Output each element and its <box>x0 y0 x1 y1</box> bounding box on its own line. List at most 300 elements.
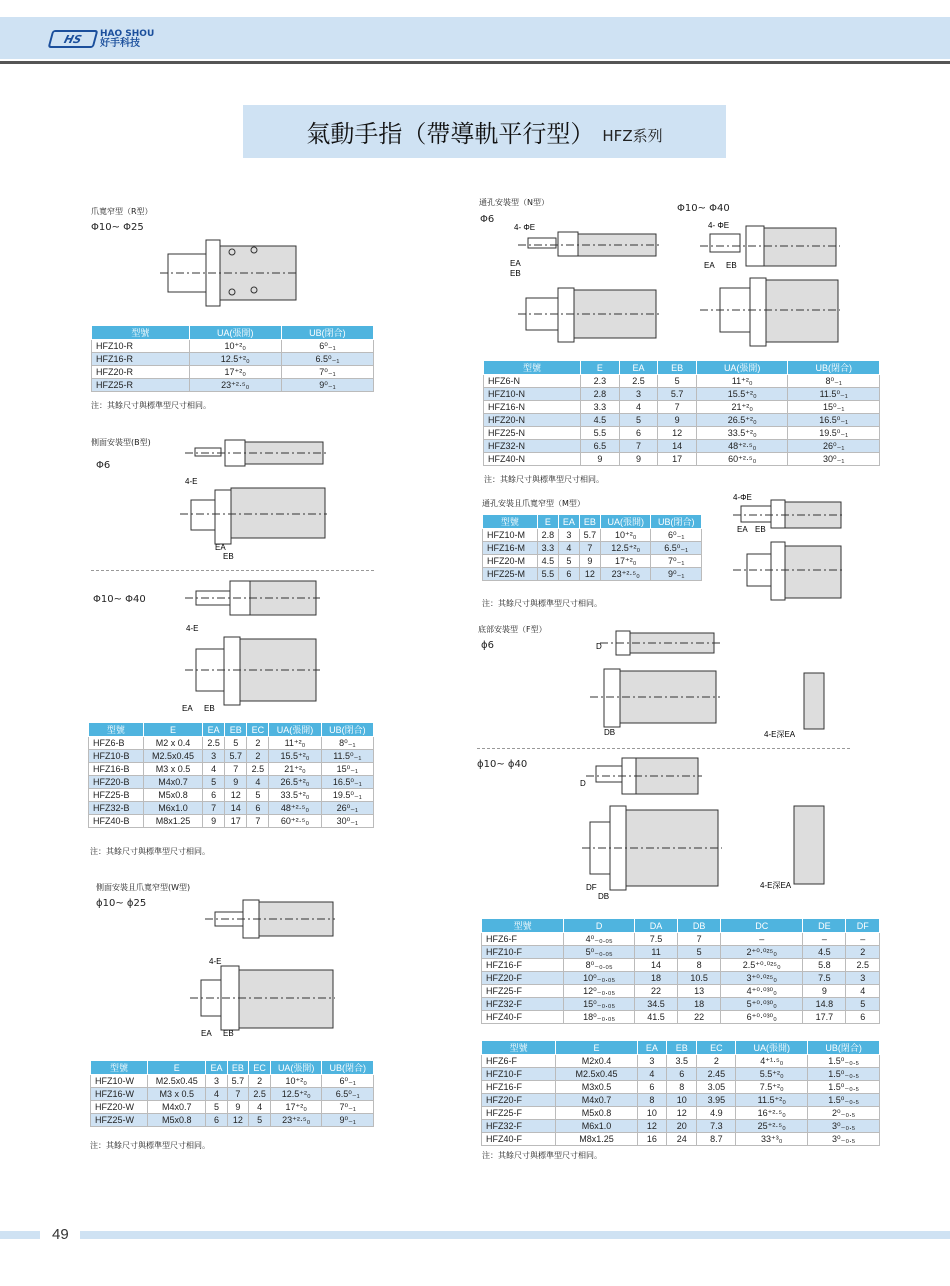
f-size-2: ϕ10~ ϕ40 <box>477 759 528 770</box>
value-cell: 3.05 <box>697 1081 736 1094</box>
value-cell: 2.8 <box>581 388 620 401</box>
value-cell: 16.5⁰₋₁ <box>321 776 373 789</box>
m-note: 注：其餘尺寸與標準型尺寸相同。 <box>482 599 602 608</box>
value-cell: 7 <box>678 933 721 946</box>
value-cell: 5 <box>249 1114 271 1127</box>
table-row <box>482 972 880 985</box>
value-cell: M5x0.8 <box>556 1107 637 1120</box>
model-cell: HFZ20-F <box>482 1094 556 1107</box>
col-ub: UB(閉合) <box>322 1061 374 1075</box>
col-model: 型號 <box>484 361 581 375</box>
model-cell: HFZ25-M <box>483 568 538 581</box>
value-cell: 26.5⁺²₀ <box>269 776 321 789</box>
model-cell: HFZ32-F <box>482 1120 556 1133</box>
value-cell: 7⁰₋₁ <box>281 366 373 379</box>
model-cell: HFZ32-N <box>484 440 581 453</box>
value-cell: 2 <box>249 1075 271 1088</box>
model-cell: HFZ25-W <box>91 1114 148 1127</box>
value-cell: 34.5 <box>634 998 677 1011</box>
model-cell: HFZ32-B <box>89 802 144 815</box>
col-model: 型號 <box>482 1041 556 1055</box>
model-cell: HFZ20-M <box>483 555 538 568</box>
value-cell: 5.7 <box>658 388 697 401</box>
svg-text:DF: DF <box>586 883 597 892</box>
col-model: 型號 <box>482 919 564 933</box>
col-model: 型號 <box>89 723 144 737</box>
svg-text:4-ΦE: 4-ΦE <box>733 493 752 502</box>
col-ea: EA <box>206 1061 227 1075</box>
value-cell: 12 <box>579 568 600 581</box>
value-cell: 6.5 <box>581 440 620 453</box>
model-cell: HFZ25-R <box>92 379 190 392</box>
value-cell: 2.3 <box>581 375 620 388</box>
value-cell: 7 <box>579 542 600 555</box>
value-cell: 2.5 <box>846 959 880 972</box>
value-cell: 6⁰₋₁ <box>281 340 373 353</box>
table-row <box>89 815 374 828</box>
r-note: 注：其餘尺寸與標準型尺寸相同。 <box>91 401 211 410</box>
n-size-1: Φ6 <box>480 214 495 225</box>
value-cell: 4 <box>619 401 658 414</box>
value-cell: 10⁺²₀ <box>601 529 651 542</box>
table-row <box>482 1011 880 1024</box>
col-ec: EC <box>247 723 269 737</box>
table-row <box>482 1133 880 1146</box>
value-cell: 24 <box>667 1133 697 1146</box>
value-cell: 48⁺²·⁵₀ <box>696 440 788 453</box>
value-cell: 15⁰₋₁ <box>788 401 880 414</box>
logo-cn: 好手科技 <box>100 38 140 49</box>
col-e: E <box>143 723 202 737</box>
value-cell: 7 <box>227 1088 249 1101</box>
value-cell: 7 <box>247 815 269 828</box>
value-cell: 6 <box>206 1114 227 1127</box>
value-cell: 10 <box>637 1107 666 1120</box>
value-cell: 5.8 <box>803 959 846 972</box>
svg-text:4-E: 4-E <box>209 957 222 966</box>
table-row <box>92 353 374 366</box>
f-divider <box>477 748 850 749</box>
value-cell: 15⁰₋₀.₀₅ <box>564 998 635 1011</box>
value-cell: 5.5⁺²₀ <box>736 1068 808 1081</box>
value-cell: 5⁺⁰·⁰³⁰₀ <box>721 998 803 1011</box>
model-cell: HFZ6-F <box>482 933 564 946</box>
value-cell: 4 <box>247 776 269 789</box>
value-cell: 7 <box>619 440 658 453</box>
value-cell: 6.5⁰₋₁ <box>651 542 702 555</box>
col-e: E <box>148 1061 206 1075</box>
value-cell: 17⁺²₀ <box>189 366 281 379</box>
model-cell: HFZ25-B <box>89 789 144 802</box>
model-cell: HFZ6-N <box>484 375 581 388</box>
value-cell: 6 <box>247 802 269 815</box>
value-cell: 12 <box>225 789 247 802</box>
table-row <box>484 453 880 466</box>
f-table-1-header <box>482 919 880 933</box>
model-cell: HFZ20-F <box>482 972 564 985</box>
value-cell: 4.9 <box>697 1107 736 1120</box>
value-cell: 18 <box>634 972 677 985</box>
value-cell: 6⁰₋₁ <box>651 529 702 542</box>
value-cell: M5x0.8 <box>148 1114 206 1127</box>
value-cell: 12 <box>667 1107 697 1120</box>
value-cell: 2.5 <box>247 763 269 776</box>
model-cell: HFZ16-M <box>483 542 538 555</box>
model-cell: HFZ20-W <box>91 1101 148 1114</box>
value-cell: 33⁺³₀ <box>736 1133 808 1146</box>
table-row <box>89 802 374 815</box>
value-cell: 12.5⁺²₀ <box>270 1088 321 1101</box>
value-cell: 3 <box>206 1075 227 1088</box>
col-ua: UA(張開) <box>270 1061 321 1075</box>
value-cell: 4.5 <box>803 946 846 959</box>
value-cell: 7 <box>203 802 225 815</box>
value-cell: 9 <box>803 985 846 998</box>
table-row <box>92 340 374 353</box>
col-ub: UB(閉合) <box>321 723 373 737</box>
table-row <box>483 529 702 542</box>
value-cell: 3⁺⁰·⁰²⁵₀ <box>721 972 803 985</box>
value-cell: 17⁺²₀ <box>270 1101 321 1114</box>
col-model: 型號 <box>92 326 190 340</box>
table-row <box>89 750 374 763</box>
col-ub: UB(閉合) <box>281 326 373 340</box>
model-cell: HFZ40-B <box>89 815 144 828</box>
value-cell: 9 <box>227 1101 249 1114</box>
col-de: DE <box>803 919 846 933</box>
model-cell: HFZ16-F <box>482 1081 556 1094</box>
page-title: 氣動手指（帶導軌平行型） <box>306 120 595 148</box>
value-cell: 11 <box>634 946 677 959</box>
table-row <box>482 946 880 959</box>
value-cell: 8 <box>667 1081 697 1094</box>
table-row <box>484 427 880 440</box>
value-cell: M2.5x0.45 <box>556 1068 637 1081</box>
value-cell: 23⁺²·⁵₀ <box>270 1114 321 1127</box>
value-cell: 16.5⁰₋₁ <box>788 414 880 427</box>
col-model: 型號 <box>483 515 538 529</box>
b-size-2: Φ10~ Φ40 <box>93 594 146 605</box>
table-row <box>484 401 880 414</box>
value-cell: 2⁰₋₀.₅ <box>808 1107 880 1120</box>
model-cell: HFZ40-F <box>482 1133 556 1146</box>
value-cell: 6 <box>846 1011 880 1024</box>
value-cell: 7 <box>225 763 247 776</box>
col-e: E <box>556 1041 637 1055</box>
value-cell: 13 <box>678 985 721 998</box>
model-cell: HFZ10-F <box>482 946 564 959</box>
value-cell: 5 <box>206 1101 227 1114</box>
logo-en: HAO SHOU <box>100 29 155 39</box>
value-cell: 8⁰₋₁ <box>321 737 373 750</box>
r-heading: 爪寬窄型（R型） <box>91 207 153 216</box>
value-cell: 16 <box>637 1133 666 1146</box>
value-cell: M4x0.7 <box>556 1094 637 1107</box>
table-row <box>92 379 374 392</box>
table-row <box>89 789 374 802</box>
f40-type-drawing <box>560 750 850 905</box>
value-cell: 5 <box>203 776 225 789</box>
col-eb: EB <box>658 361 697 375</box>
value-cell: 11.5⁰₋₁ <box>788 388 880 401</box>
value-cell: 5 <box>559 555 580 568</box>
model-cell: HFZ16-F <box>482 959 564 972</box>
b-divider <box>91 570 374 571</box>
value-cell: 9 <box>225 776 247 789</box>
value-cell: 2 <box>697 1055 736 1068</box>
col-eb: EB <box>227 1061 249 1075</box>
value-cell: 8 <box>678 959 721 972</box>
svg-text:EA: EA <box>215 543 226 552</box>
col-ea: EA <box>637 1041 666 1055</box>
table-row <box>91 1114 374 1127</box>
table-row <box>91 1075 374 1088</box>
value-cell: 11.5⁺²₀ <box>736 1094 808 1107</box>
b-heading: 側面安裝型(B型) <box>91 438 151 447</box>
r-size: Φ10~ Φ25 <box>91 222 144 233</box>
value-cell: 2.5 <box>203 737 225 750</box>
svg-text:EB: EB <box>204 704 215 713</box>
value-cell: 7⁰₋₁ <box>651 555 702 568</box>
n-size-2: Φ10~ Φ40 <box>677 203 730 214</box>
value-cell: 1.5⁰₋₀.₅ <box>808 1081 880 1094</box>
value-cell: 6.5⁰₋₁ <box>322 1088 374 1101</box>
table-row <box>482 985 880 998</box>
w-size: ϕ10~ ϕ25 <box>96 898 147 909</box>
value-cell: 4 <box>846 985 880 998</box>
value-cell: 5 <box>658 375 697 388</box>
value-cell: 2.5 <box>249 1088 271 1101</box>
table-row <box>484 388 880 401</box>
value-cell: M2.5x0.45 <box>148 1075 206 1088</box>
model-cell: HFZ32-F <box>482 998 564 1011</box>
value-cell: 7.5 <box>634 933 677 946</box>
value-cell: M2.5x0.45 <box>143 750 202 763</box>
footer-band <box>0 1231 950 1239</box>
value-cell: 7 <box>658 401 697 414</box>
col-ua: UA(張開) <box>189 326 281 340</box>
value-cell: 8 <box>637 1094 666 1107</box>
value-cell: 2 <box>247 737 269 750</box>
value-cell: 22 <box>634 985 677 998</box>
value-cell: 7.5⁺²₀ <box>736 1081 808 1094</box>
value-cell: 5.7 <box>225 750 247 763</box>
model-cell: HFZ10-N <box>484 388 581 401</box>
model-cell: HFZ10-F <box>482 1068 556 1081</box>
col-eb: EB <box>667 1041 697 1055</box>
col-ea: EA <box>203 723 225 737</box>
value-cell: 2.5 <box>619 375 658 388</box>
b-table <box>88 722 374 828</box>
model-cell: HFZ40-N <box>484 453 581 466</box>
value-cell: 4 <box>559 542 580 555</box>
svg-text:EA: EA <box>182 704 193 713</box>
table-row <box>482 959 880 972</box>
value-cell: 12 <box>227 1114 249 1127</box>
table-row <box>482 1094 880 1107</box>
value-cell: 3 <box>846 972 880 985</box>
value-cell: M8x1.25 <box>143 815 202 828</box>
svg-text:EA: EA <box>737 525 748 534</box>
col-ec: EC <box>697 1041 736 1055</box>
model-cell: HFZ25-F <box>482 1107 556 1120</box>
value-cell: M3x0.5 <box>556 1081 637 1094</box>
b-note: 注：其餘尺寸與標準型尺寸相同。 <box>90 847 210 856</box>
page-subtitle: HFZ系列 <box>602 127 663 145</box>
value-cell: 12 <box>658 427 697 440</box>
n-table <box>483 360 880 466</box>
r-table <box>91 325 374 392</box>
col-ec: EC <box>249 1061 271 1075</box>
m-heading: 通孔安裝且爪寬窄型（M型） <box>482 499 585 508</box>
value-cell: 23⁺²·⁵₀ <box>601 568 651 581</box>
model-cell: HFZ20-B <box>89 776 144 789</box>
table-row <box>482 1107 880 1120</box>
value-cell: 14.8 <box>803 998 846 1011</box>
value-cell: 8.7 <box>697 1133 736 1146</box>
col-model: 型號 <box>91 1061 148 1075</box>
value-cell: 22 <box>678 1011 721 1024</box>
f-table-2-header <box>482 1041 880 1055</box>
col-ea: EA <box>559 515 580 529</box>
value-cell: – <box>846 933 880 946</box>
value-cell: M4x0.7 <box>143 776 202 789</box>
svg-text:4-E深EA: 4-E深EA <box>764 730 796 739</box>
company-logo <box>50 24 154 54</box>
value-cell: 5 <box>678 946 721 959</box>
model-cell: HFZ16-W <box>91 1088 148 1101</box>
value-cell: 30⁰₋₁ <box>788 453 880 466</box>
value-cell: 3.5 <box>667 1055 697 1068</box>
col-da: DA <box>634 919 677 933</box>
value-cell: 2 <box>846 946 880 959</box>
value-cell: 18⁰₋₀.₀₅ <box>564 1011 635 1024</box>
value-cell: 26⁰₋₁ <box>321 802 373 815</box>
value-cell: 23⁺²·⁵₀ <box>189 379 281 392</box>
logo-mark: HS <box>48 30 99 48</box>
col-e: E <box>537 515 558 529</box>
svg-text:EB: EB <box>223 552 234 561</box>
value-cell: 4⁺¹·⁵₀ <box>736 1055 808 1068</box>
value-cell: 4 <box>203 763 225 776</box>
value-cell: 3⁰₋₀.₅ <box>808 1133 880 1146</box>
col-df: DF <box>846 919 880 933</box>
value-cell: 5.5 <box>581 427 620 440</box>
model-cell: HFZ20-R <box>92 366 190 379</box>
value-cell: 5 <box>619 414 658 427</box>
value-cell: 12 <box>637 1120 666 1133</box>
value-cell: 17.7 <box>803 1011 846 1024</box>
svg-text:DB: DB <box>604 728 616 737</box>
value-cell: 33.5⁺²₀ <box>696 427 788 440</box>
value-cell: 11⁺²₀ <box>696 375 788 388</box>
col-dc: DC <box>721 919 803 933</box>
r-table-header <box>92 326 374 340</box>
svg-text:4-E: 4-E <box>185 477 198 486</box>
value-cell: 11.5⁰₋₁ <box>321 750 373 763</box>
value-cell: 21⁺²₀ <box>269 763 321 776</box>
table-row <box>91 1088 374 1101</box>
value-cell: 16⁺²·⁵₀ <box>736 1107 808 1120</box>
b6-type-drawing <box>155 438 330 563</box>
f-table-2 <box>481 1040 880 1146</box>
model-cell: HFZ10-B <box>89 750 144 763</box>
value-cell: 5.5 <box>537 568 558 581</box>
col-ua: UA(張開) <box>269 723 321 737</box>
model-cell: HFZ16-B <box>89 763 144 776</box>
svg-text:4-E: 4-E <box>186 624 199 633</box>
header-rule <box>0 61 950 64</box>
value-cell: 10 <box>667 1094 697 1107</box>
value-cell: 17 <box>658 453 697 466</box>
value-cell: 15⁰₋₁ <box>321 763 373 776</box>
value-cell: 2⁺⁰·⁰²⁵₀ <box>721 946 803 959</box>
value-cell: 9 <box>581 453 620 466</box>
table-row <box>483 555 702 568</box>
value-cell: 20 <box>667 1120 697 1133</box>
table-row <box>89 763 374 776</box>
table-row <box>89 737 374 750</box>
value-cell: 4 <box>249 1101 271 1114</box>
value-cell: 2.8 <box>537 529 558 542</box>
col-eb: EB <box>225 723 247 737</box>
table-row <box>482 933 880 946</box>
value-cell: 25⁺²·⁵₀ <box>736 1120 808 1133</box>
page-title-box <box>243 105 726 158</box>
model-cell: HFZ20-N <box>484 414 581 427</box>
svg-text:EA: EA <box>510 259 521 268</box>
value-cell: – <box>721 933 803 946</box>
value-cell: 14 <box>634 959 677 972</box>
value-cell: M6x1.0 <box>143 802 202 815</box>
value-cell: 9 <box>658 414 697 427</box>
value-cell: 2.45 <box>697 1068 736 1081</box>
value-cell: M8x1.25 <box>556 1133 637 1146</box>
value-cell: 6.5⁰₋₁ <box>281 353 373 366</box>
value-cell: 3 <box>637 1055 666 1068</box>
table-row <box>482 998 880 1011</box>
table-row <box>91 1101 374 1114</box>
table-row <box>484 414 880 427</box>
value-cell: 4.5 <box>537 555 558 568</box>
n-table-header <box>484 361 880 375</box>
value-cell: 17 <box>225 815 247 828</box>
value-cell: 3.95 <box>697 1094 736 1107</box>
value-cell: 2.5⁺⁰·⁰²⁵₀ <box>721 959 803 972</box>
value-cell: 41.5 <box>634 1011 677 1024</box>
value-cell: 9 <box>203 815 225 828</box>
value-cell: 1.5⁰₋₀.₅ <box>808 1055 880 1068</box>
w-note: 注：其餘尺寸與標準型尺寸相同。 <box>90 1141 210 1150</box>
table-row <box>482 1120 880 1133</box>
table-row <box>483 542 702 555</box>
svg-text:EA: EA <box>201 1029 212 1038</box>
value-cell: 1.5⁰₋₀.₅ <box>808 1068 880 1081</box>
value-cell: 5 <box>247 789 269 802</box>
value-cell: 6 <box>619 427 658 440</box>
value-cell: 6 <box>667 1068 697 1081</box>
f-note: 注：其餘尺寸與標準型尺寸相同。 <box>482 1151 602 1160</box>
value-cell: M3 x 0.5 <box>143 763 202 776</box>
value-cell: 26.5⁺²₀ <box>696 414 788 427</box>
w-type-drawing <box>165 890 340 1040</box>
value-cell: 11⁺²₀ <box>269 737 321 750</box>
value-cell: 9⁰₋₁ <box>322 1114 374 1127</box>
value-cell: 5.7 <box>227 1075 249 1088</box>
value-cell: 4 <box>637 1068 666 1081</box>
value-cell: 6 <box>637 1081 666 1094</box>
value-cell: 3 <box>203 750 225 763</box>
